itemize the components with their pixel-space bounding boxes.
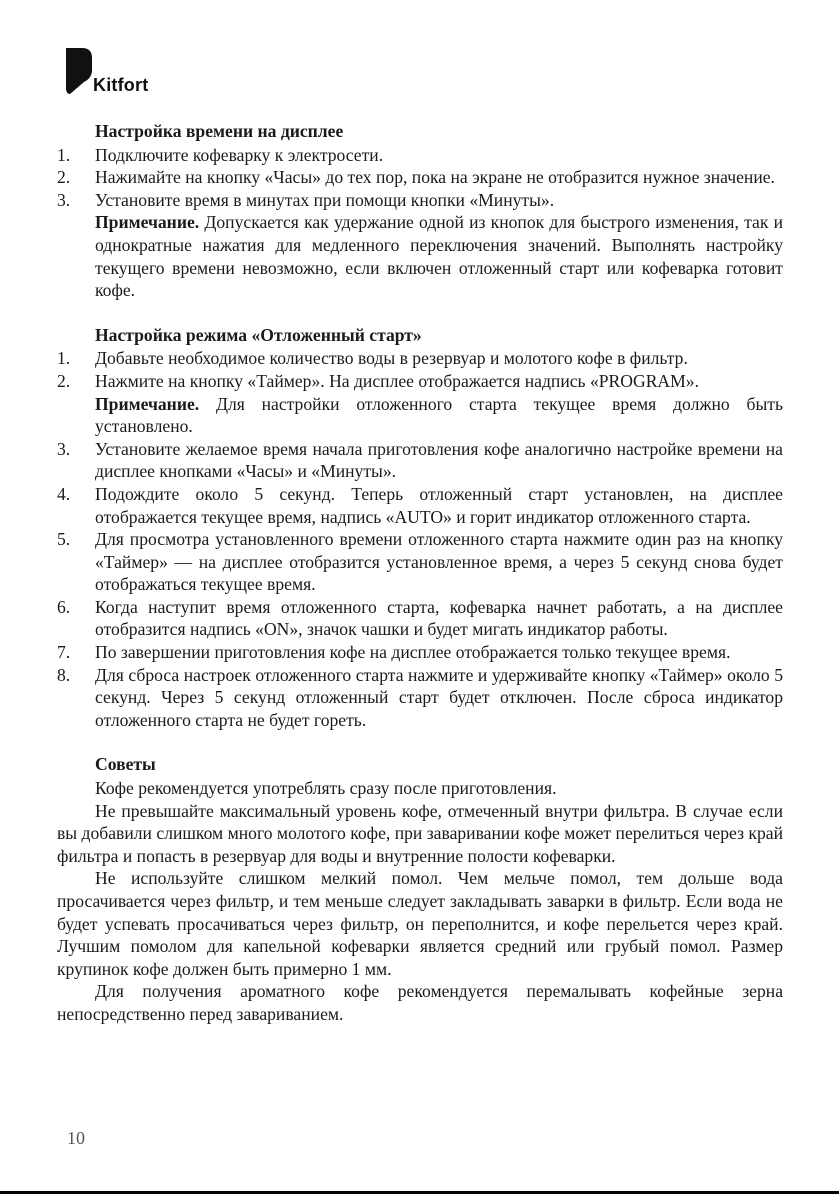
list-item [57,641,783,664]
item-text: Подключите кофеварку к электросети. [95,144,384,165]
kitfort-logo-icon [66,48,92,94]
list-item [57,438,783,483]
page-number: 10 [67,1128,85,1148]
list-item [57,166,783,189]
item-number: 6. [57,596,71,617]
item-text: Установите желаемое время начала приготовления кофе аналогично настройке времени на дисплее кнопками «Часы» и «Минуты». [95,438,783,482]
list-item [57,370,783,438]
item-number: 4. [57,483,71,504]
item-text: По завершении приготовления кофе на дисплее отображается только текущее время. [95,642,731,663]
list-item [57,483,783,528]
section-delayed-start [57,324,783,732]
item-number: 1. [57,144,71,165]
section-title: Настройка времени на дисплее [95,121,344,141]
item-text: Для сброса настроек отложенного старта нажмите и удерживайте кнопку «Таймер» около 5 секунд. Через 5 секунд отложенный старт будет отключен. После сброса индикатор отложенного старта не будет гореть. [95,664,783,730]
brand-logo [66,48,186,100]
brand-name: Kitfort [93,75,149,95]
item-number: 2. [57,167,71,188]
paragraph: Не превышайте максимальный уровень кофе, отмеченный внутри фильтра. В случае если вы добавили слишком много молотого кофе, при заваривании кофе может перелиться через край фильтра и попасть в резервуар для воды и внутренние полости кофеварки. [57,800,783,866]
item-text: Добавьте необходимое количество воды в резервуар и молотого кофе в фильтр. [95,348,688,369]
paragraph: Кофе рекомендуется употреблять сразу после приготовления. [95,778,557,799]
list-item [57,664,783,732]
section-title: Советы [95,754,156,775]
note-text: Для настройки отложенного старта текущее время должно быть установлено. [95,393,783,437]
item-text: Нажимайте на кнопку «Часы» до тех пор, пока на экране не отобразится нужное значение. [95,167,775,188]
list-item [57,347,783,370]
item-text: Установите время в минутах при помощи кнопки «Минуты». [95,189,555,210]
steps-list [57,347,783,731]
item-number: 3. [57,438,71,459]
item-number: 8. [57,664,71,685]
paragraph: Не используйте слишком мелкий помол. Чем мельче помол, тем дольше вода просачивается через фильтр, и тем меньше следует закладывать заварки в фильтр. Если вода не будет успевать просачиваться через фильтр, он переполнится, и кофе перельется через край. Лучшим помолом для капельной кофеварки является средний или грубый помол. Размер крупинок кофе должен быть примерно 1 мм. [57,868,783,979]
section-tips [57,753,783,1025]
section-title: Настройка режима «Отложенный старт» [95,324,422,345]
item-text: Для просмотра установленного времени отложенного старта нажмите один раз на кнопку «Таймер» — на дисплее отобразится установленное время, а через 5 секунд снова будет отображаться текущее время. [95,529,783,595]
paragraph: Для получения ароматного кофе рекомендуется перемалывать кофейные зерна непосредственно перед завариванием. [57,981,783,1024]
item-number: 7. [57,642,71,663]
item-number: 1. [57,348,71,369]
note [95,211,783,301]
item-text: Подождите около 5 секунд. Теперь отложенный старт установлен, на дисплее отображается текущее время, надпись «AUTO» и горит индикатор отложенного старта. [95,483,783,527]
item-number: 2. [57,370,71,391]
item-text: Нажмите на кнопку «Таймер». На дисплее отображается надпись «PROGRAM». [95,370,699,391]
note-label: Примечание. [95,212,200,233]
section-time-setup [57,120,783,302]
note [95,393,783,438]
document-body [57,120,783,1048]
note-label: Примечание. [95,393,200,414]
list-item [57,144,783,167]
list-item [57,189,783,302]
list-item [57,528,783,596]
note-text: Допускается как удержание одной из кнопок для быстрого изменения, так и однократные нажатия для медленного переключения значений. Выполнять настройку текущего времени невозможно, если включен отложенный старт или кофеварка готовит кофе. [95,212,783,301]
item-number: 3. [57,189,71,210]
list-item [57,596,783,641]
steps-list [57,144,783,302]
item-number: 5. [57,529,71,550]
item-text: Когда наступит время отложенного старта, кофеварка начнет работать, а на дисплее отобразится надпись «ON», значок чашки и будет мигать индикатор работы. [95,596,783,640]
